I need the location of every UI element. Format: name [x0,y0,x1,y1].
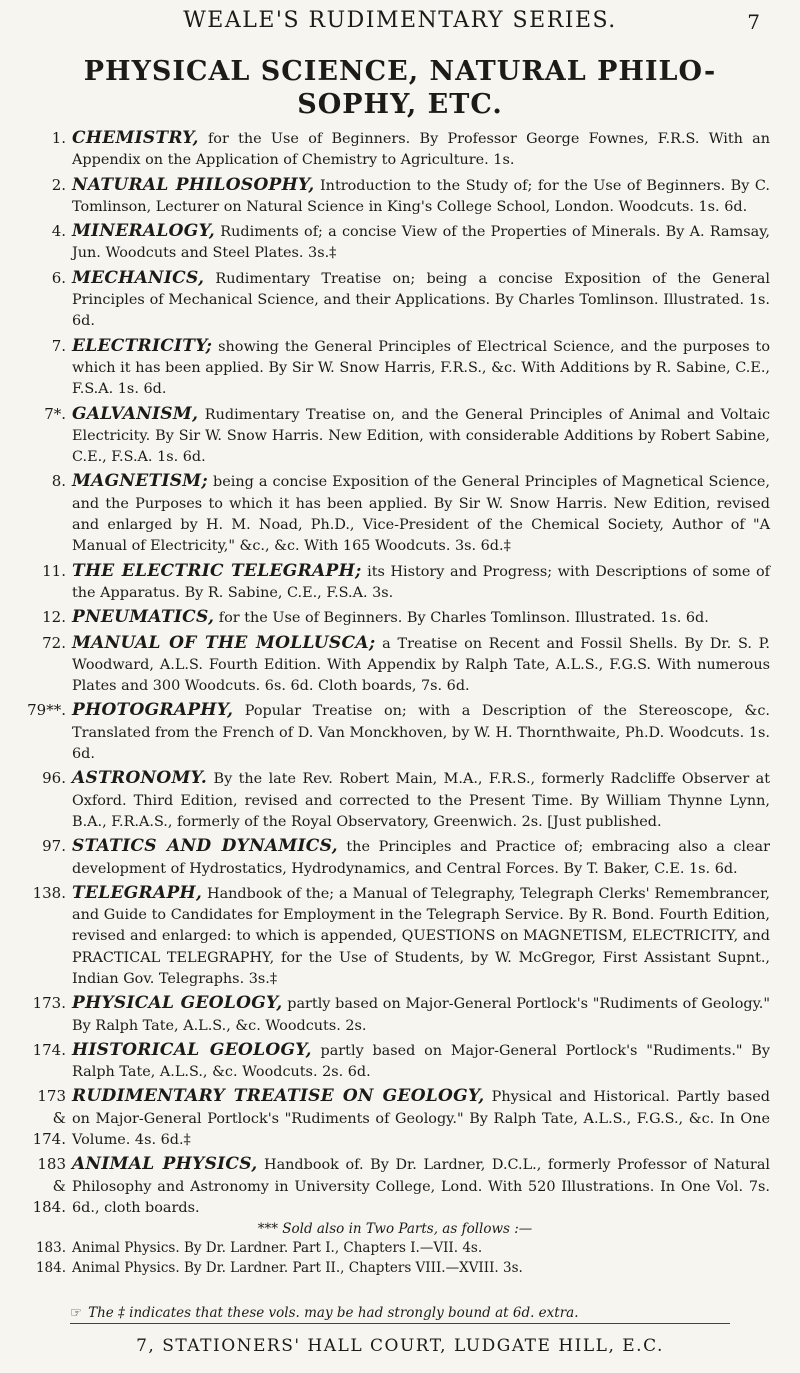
entry-description: Handbook of the; a Manual of Telegraphy, Telegraph Clerks' Remembrancer, and Guide to Candidates for Employment in the Telegraph Service. By R. Bond. Fourth Edition, revised and enlarged: to which is appended, QUESTIONS on MAGNETISM, ELECTRICITY, and PRACTICAL TELEGRAPHY, for the Use of Students, by W. McGregor, First Assistant Supnt., Indian Gov. Telegraphs. 3s.‡ [72,885,770,987]
entry-title: HISTORICAL GEOLOGY, [72,1039,312,1060]
entry-title: PNEUMATICS, [72,607,215,628]
entry-description: showing the General Principles of Electrical Science, and the purposes to which it has been applied. By Sir W. Snow Harris, F.R.S., &c. With Additions by R. Sabine, C.E., F.S.A. 1s. 6d. [72,338,770,398]
entry-description: Rudiments of; a concise View of the Properties of Minerals. By A. Ramsay, Jun. Woodcuts and Steel Plates. 3s.‡ [72,224,770,262]
entry-number: 6. [51,268,66,287]
entry-description: partly based on Major-General Portlock's "Rudiments of Geology." By Ralph Tate, A.L.S., &c. Woodcuts. 2s. [72,996,770,1034]
entry-number: 138. [32,883,66,902]
entry-description: partly based on Major-General Portlock's "Rudiments." By Ralph Tate, A.L.S., &c. Woodcuts. 2s. 6d. [72,1042,770,1081]
entry-title: ELECTRICITY; [72,335,213,356]
entry-description: being a concise Exposition of the General Principles of Magnetical Science, and the Purposes to which it has been applied. By Sir W. Snow Harris. New Edition, revised and enlarged by H. M. Noad, Ph.D., Vice-President of the Chemical Society, Author of "A Manual of Electricity," &c., &c. With 165 Woodcuts. 3s. 6d.‡ [72,474,770,555]
entry-number: 12. [42,608,66,627]
entry-title: MINERALOGY, [72,221,216,242]
entry-description: Rudimentary Treatise on, and the General Principles of Animal and Voltaic Electricity. By Sir W. Snow Harris. New Edition, with considerable Additions by Robert Sabine, C.E., F.S.A. 1s. 6d. [72,406,770,466]
entry-description: By the late Rev. Robert Main, M.A., F.R.S., formerly Radcliffe Observer at Oxford. Third Edition, revised and corrected to the Present Time. By William Thynne Lynn, B.A., F.R.A.S., formerly of the Royal Observatory, Greenwich. 2s. [Just published. [72,771,770,830]
section-title-line-2: SOPHY, ETC. [297,89,503,120]
entry-description: the Principles and Practice of; embracing also a clear development of Hydrostatics, Hydrodynamics, and Central Forces. By T. Baker, C.E. 1s. 6d. [72,839,770,877]
entry-description: Handbook of. By Dr. Lardner, D.C.L., formerly Professor of Natural Philosophy and Astronomy in University College, Lond. With 520 Illustrations. In One Vol. 7s. 6d., cloth boards. [72,1157,770,1216]
list-item [20,404,770,469]
entry-number: 1. [51,129,66,147]
entry-title: PHOTOGRAPHY, [72,700,234,721]
entry-title: MANUAL OF THE MOLLUSCA; [72,632,376,653]
entry-title: ASTRONOMY. [72,768,208,789]
entry-title: NATURAL PHILOSOPHY, [72,174,315,195]
entry-description: a Treatise on Recent and Fossil Shells. By Dr. S. P. Woodward, A.L.S. Fourth Edition. With Appendix by Ralph Tate, A.L.S., F.G.S. With numerous Plates and 300 Woodcuts. 6s. 6d. Cloth boards, 7s. 6d. [72,635,770,695]
list-item [20,561,770,605]
list-item [20,128,770,172]
list-item [20,1040,770,1084]
list-item [20,1086,770,1151]
section-title-line-1: PHYSICAL SCIENCE, NATURAL PHILO- [83,56,717,87]
footer-rule [70,1323,730,1324]
entry-number: 96. [42,769,66,788]
entry-number: 174. [32,1040,66,1059]
list-item [20,471,770,557]
list-item [20,883,770,990]
entry-list [20,128,770,1278]
list-item [20,768,770,833]
list-item [20,1154,770,1219]
footer-note [70,1305,730,1321]
list-item [20,993,770,1037]
entry-description: its History and Progress; with Descriptions of some of the Apparatus. By R. Sabine, C.E., F.S.A. 3s. [72,563,770,601]
entry-number: 4. [51,222,66,241]
entry-title: MECHANICS, [72,267,205,288]
entry-title: CHEMISTRY, [72,128,199,148]
list-item [20,700,770,765]
list-item [20,336,770,401]
list-item [20,268,770,333]
part-description: Animal Physics. By Dr. Lardner. Part II., Chapters VIII.—XVIII. 3s. [72,1259,523,1276]
publisher-address: 7, STATIONERS' HALL COURT, LUDGATE HILL, E.C. [136,1336,664,1356]
part-description: Animal Physics. By Dr. Lardner. Part I., Chapters I.—VII. 4s. [72,1240,483,1257]
running-head: WEALE'S RUDIMENTARY SERIES. [183,8,617,33]
entry-title: PHYSICAL GEOLOGY, [72,993,283,1014]
list-item [20,175,770,219]
entry-number: 97. [42,837,66,856]
entry-number: 173 & 174. [32,1087,66,1149]
entry-number: 7*. [44,404,66,423]
entry-number: 183 & 184. [32,1155,66,1216]
list-item [20,607,770,629]
entry-number: 11. [42,561,66,580]
list-item [20,221,770,265]
part-number: 184. [35,1259,66,1276]
entry-number: 2. [51,175,66,194]
list-item [20,633,770,698]
pointing-hand-icon: ☞ [70,1305,83,1321]
list-item [20,836,770,880]
sold-separately-note: *** Sold also in Two Parts, as follows :— [257,1221,533,1238]
footer-note-text: The ‡ indicates that these vols. may be had strongly bound at 6d. extra. [88,1305,579,1321]
entry-description: for the Use of Beginners. By Charles Tomlinson. Illustrated. 1s. 6d. [214,610,709,627]
entry-number: 79**. [27,701,66,720]
entry-description: Popular Treatise on; with a Description of the Stereoscope, &c. Translated from the French of D. Van Monckhoven, by W. H. Thornthwaite, Ph.D. Woodcuts. 1s. 6d. [72,703,770,763]
entry-description: Rudimentary Treatise on; being a concise Exposition of the General Principles of Mechanical Science, and their Applications. By Charles Tomlinson. Illustrated. 1s. 6d. [72,270,770,330]
entry-title: MAGNETISM; [72,471,208,492]
entry-description: Introduction to the Study of; for the Use of Beginners. By C. Tomlinson, Lecturer on Natural Science in King's College School, London. Woodcuts. 1s. 6d. [72,177,770,215]
entry-title: RUDIMENTARY TREATISE ON GEOLOGY, [72,1086,485,1107]
part-number: 183. [35,1240,66,1257]
entry-number: 7. [51,336,66,355]
entry-description: Physical and Historical. Partly based on Major-General Portlock's "Rudiments of Geology." By Ralph Tate, A.L.S., F.G.S., &c. In One Volume. 4s. 6d.‡ [72,1089,770,1149]
page-number: 7 [747,10,760,34]
section-title [0,55,800,121]
entry-title: GALVANISM, [72,403,199,424]
entry-number: 8. [51,472,66,491]
entry-number: 173. [32,994,66,1013]
entry-title: ANIMAL PHYSICS, [72,1154,258,1175]
entry-title: STATICS AND DYNAMICS, [72,836,338,857]
entry-description: for the Use of Beginners. By Professor George Fownes, F.R.S. With an Appendix on the Application of Chemistry to Agriculture. 1s. [72,131,770,169]
entry-number: 72. [42,633,66,652]
part-item [20,1239,770,1259]
entry-title: TELEGRAPH, [72,882,203,903]
entry-title: THE ELECTRIC TELEGRAPH; [72,560,362,581]
part-item [20,1259,770,1279]
